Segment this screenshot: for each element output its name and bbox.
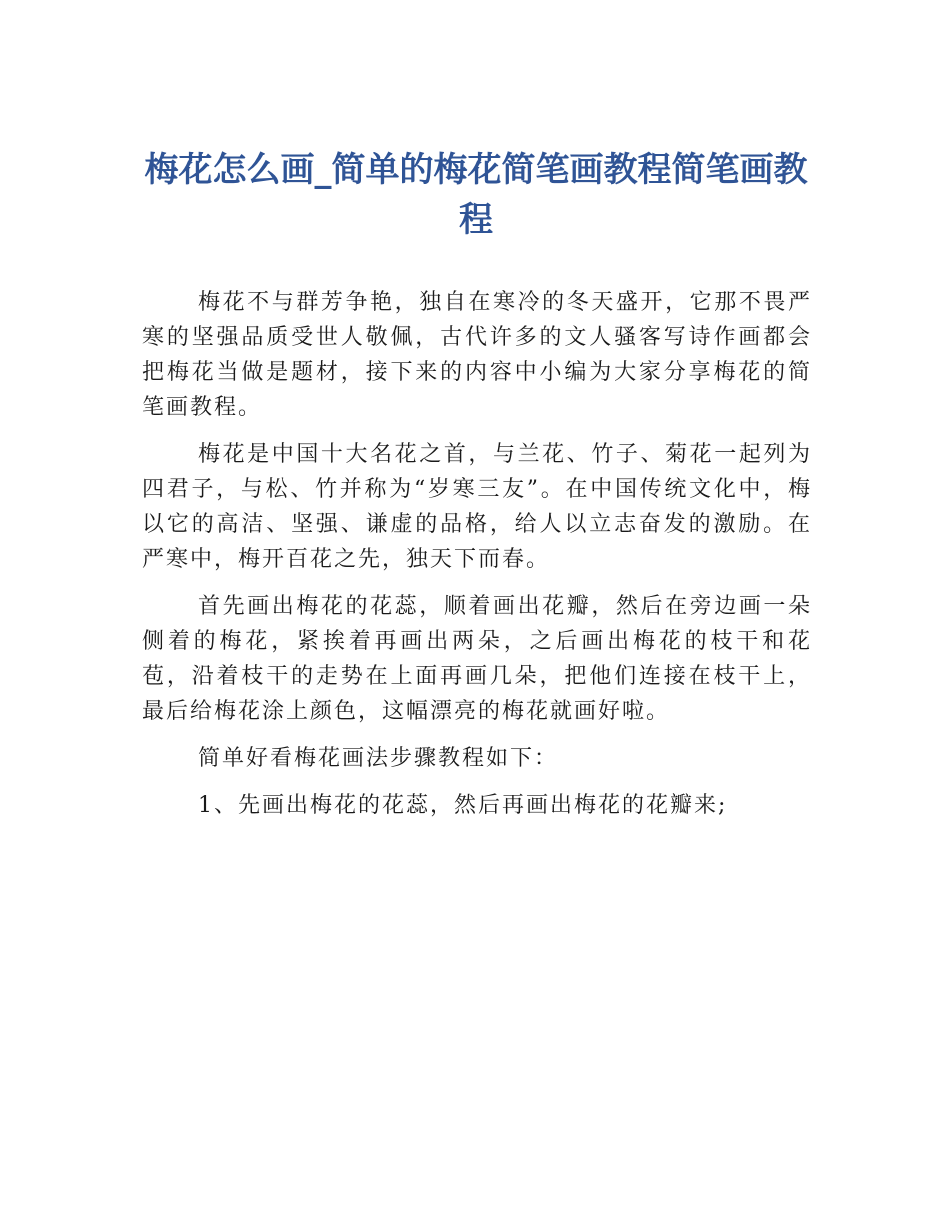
page-title: 梅花怎么画_简单的梅花简笔画教程简笔画教程: [144, 150, 808, 240]
paragraph-method: 首先画出梅花的花蕊，顺着画出花瓣，然后在旁边画一朵侧着的梅花，紧挨着再画出两朵，之后画出梅花的枝干和花苞，沿着枝干的走势在上面再画几朵，把他们连接在枝干上，最后给梅花涂上颜色，这幅漂亮的梅花就画好啦。: [142, 594, 812, 724]
paragraph-steps-heading: 简单好看梅花画法步骤教程如下：: [198, 746, 559, 771]
paragraph-intro: 梅花不与群芳争艳，独自在寒冷的冬天盛开，它那不畏严寒的坚强品质受世人敬佩，古代许多的文人骚客写诗作画都会把梅花当做是题材，接下来的内容中小编为大家分享梅花的简笔画教程。: [142, 290, 812, 420]
paragraph-background: 梅花是中国十大名花之首，与兰花、竹子、菊花一起列为四君子，与松、竹并称为“岁寒三友”。在中国传统文化中，梅以它的高洁、坚强、谦虚的品格，给人以立志奋发的激励。在严寒中，梅开百花之先，独天下而春。: [142, 442, 812, 572]
article-body: [142, 285, 812, 835]
paragraph-step-1: 1、先画出梅花的花蕊，然后再画出梅花的花瓣来;: [198, 793, 728, 818]
